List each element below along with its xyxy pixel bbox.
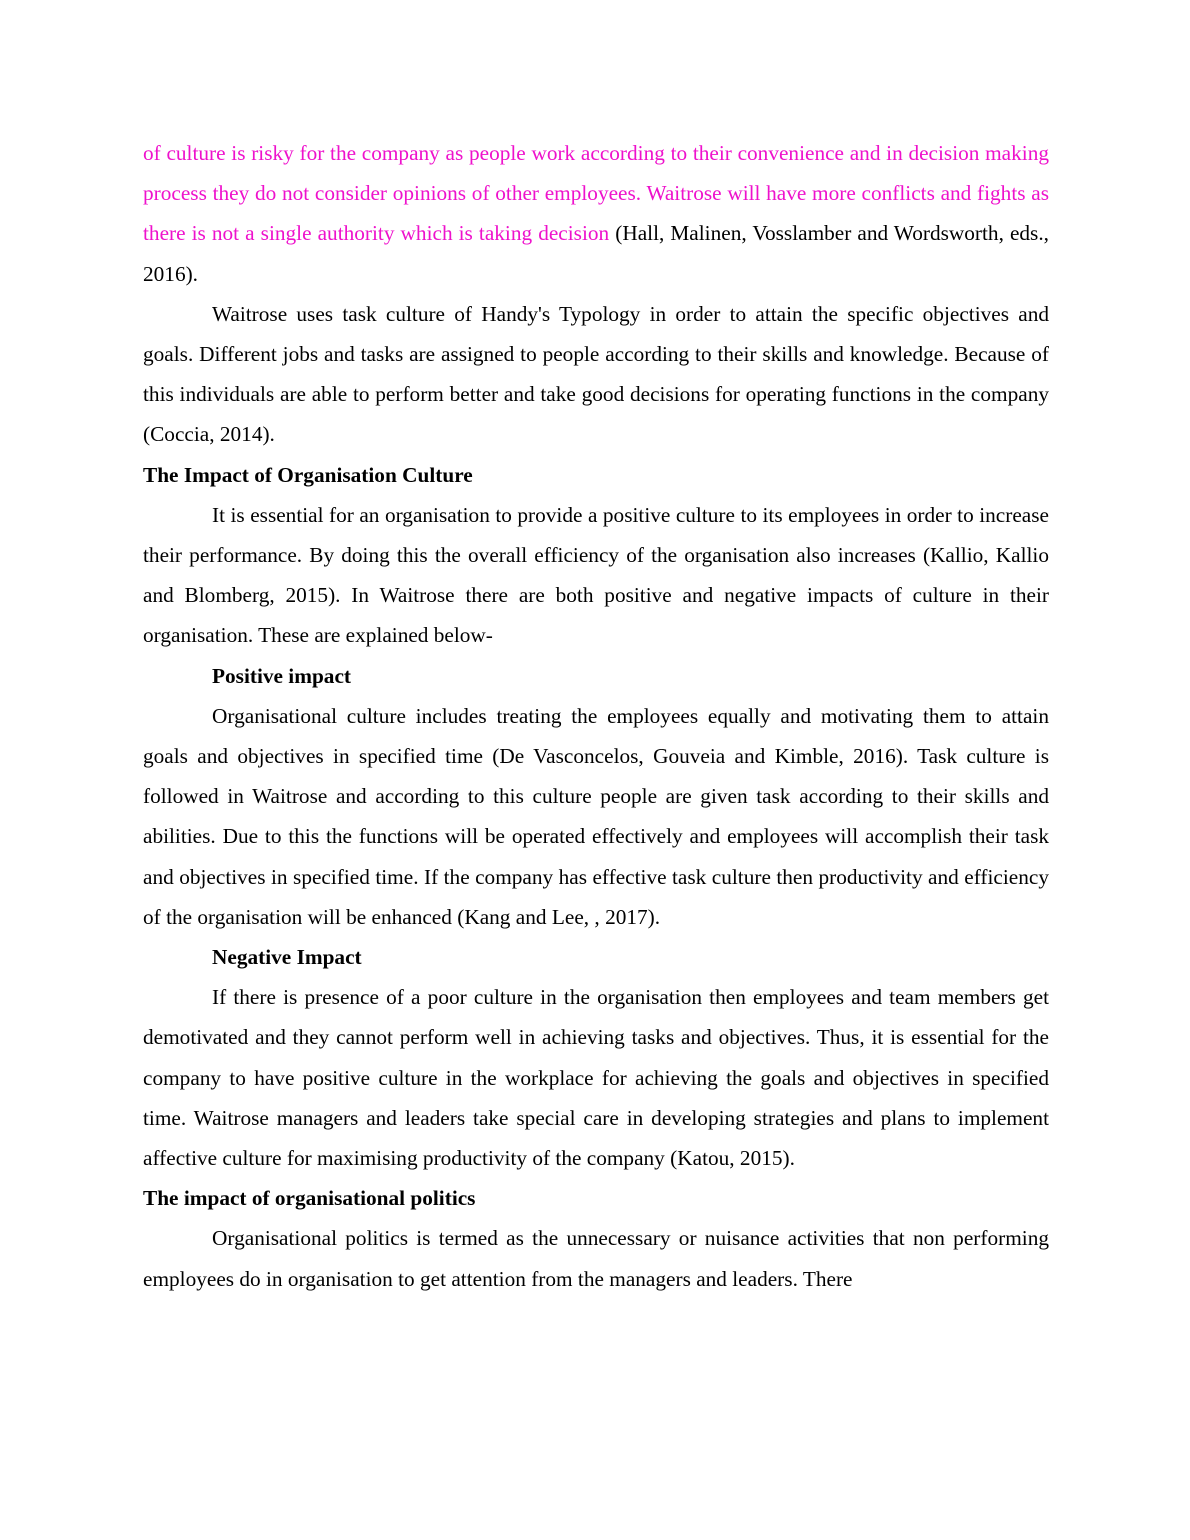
- subheading-negative-impact: Negative Impact: [212, 945, 362, 970]
- citation-text: (Hall, Malinen, Vosslamber and Wordsworth, eds., 2016).: [143, 221, 1049, 286]
- paragraph-positive-impact: Organisational culture includes treating the employees equally and motivating them to attain goals and objectives in specified time (De Vasconcelos, Gouveia and Kimble, 2016). Task culture is followed in Waitrose and according to this culture people are given task according to their skills and abilities. Due to this the functions will be operated effectively and employees will accomplish their task and objectives in specified time. If the company has effective task culture then productivity and efficiency of the organisation will be enhanced (Kang and Lee, , 2017).: [143, 703, 1049, 929]
- paragraph-positive-culture: It is essential for an organisation to provide a positive culture to its employees in order to increase their performance. By doing this the overall efficiency of the organisation also increases (Kallio, Kallio and Blomberg, 2015). In Waitrose there are both positive and negative impacts of culture in their organisation. These are explained below-: [143, 502, 1049, 648]
- subheading-positive-impact: Positive impact: [212, 663, 351, 688]
- document-page: [143, 133, 1049, 1299]
- highlighted-text: of culture is risky for the company as people work according to their convenience and in decision making process they do not consider opinions of other employees. Waitrose will have more conflicts and fights as there is not a single authority which is taking decision: [143, 141, 1049, 246]
- paragraph-negative-impact: If there is presence of a poor culture in the organisation then employees and team members get demotivated and they cannot perform well in achieving tasks and objectives. Thus, it is essential for the company to have positive culture in the workplace for achieving the goals and objectives in specified time. Waitrose managers and leaders take special care in developing strategies and plans to implement affective culture for maximising productivity of the company (Katou, 2015).: [143, 985, 1049, 1171]
- paragraph-culture-risk: [143, 133, 1049, 294]
- section-heading-politics: The impact of organisational politics: [143, 1186, 476, 1211]
- paragraph-politics: Organisational politics is termed as the unnecessary or nuisance activities that non performing employees do in organisation to get attention from the managers and leaders. There: [143, 1226, 1049, 1291]
- paragraph-task-culture: Waitrose uses task culture of Handy's Typology in order to attain the specific objectives and goals. Different jobs and tasks are assigned to people according to their skills and knowledge. Because of this individuals are able to perform better and take good decisions for operating functions in the company (Coccia, 2014).: [143, 301, 1049, 447]
- section-heading-culture-impact: The Impact of Organisation Culture: [143, 462, 473, 487]
